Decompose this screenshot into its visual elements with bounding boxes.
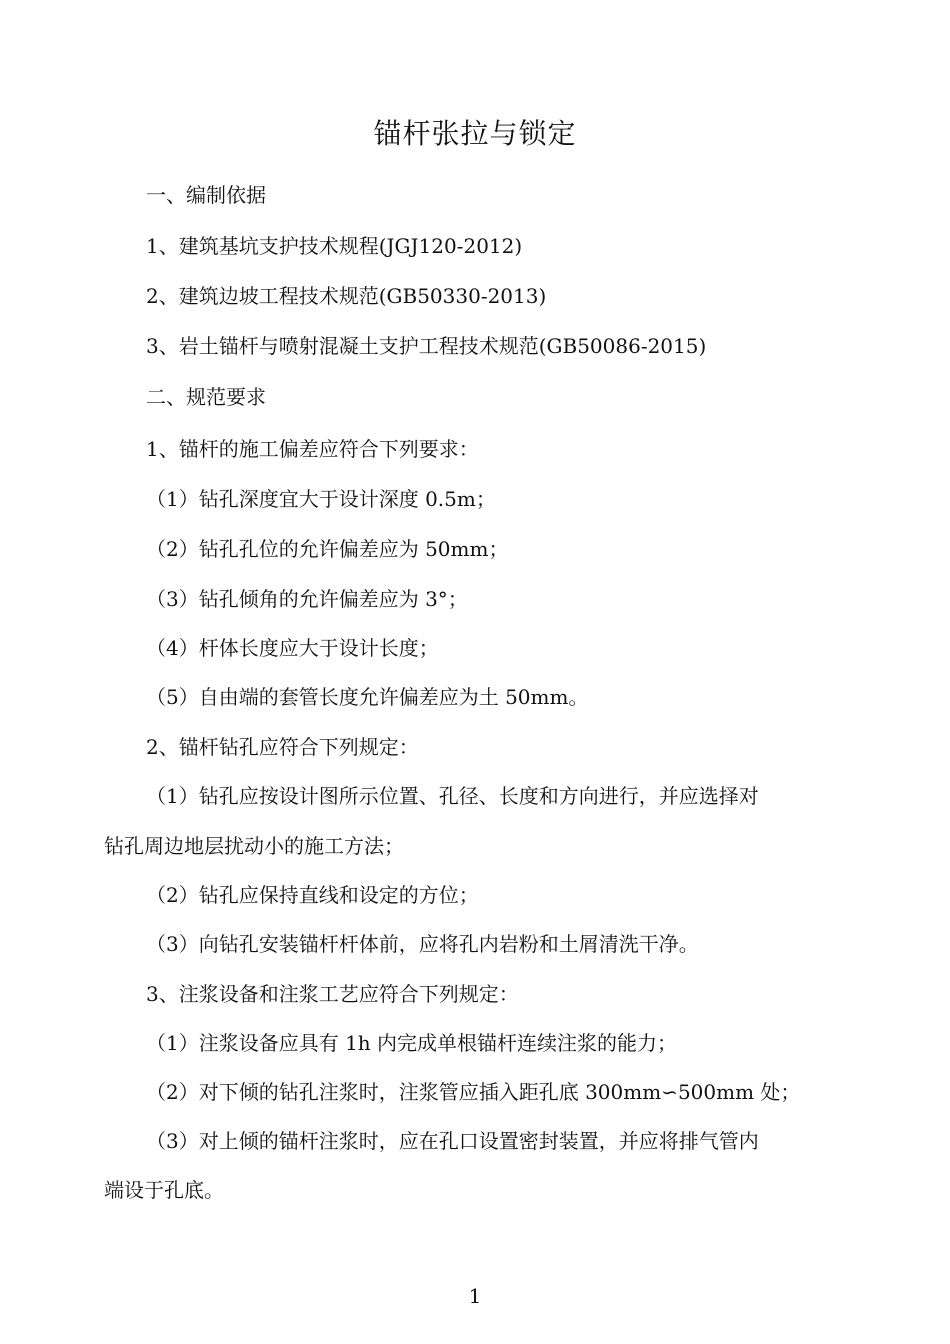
basis-item-3: 3、岩土锚杆与喷射混凝土支护工程技术规范(GB50086-2015) bbox=[146, 334, 707, 358]
basis-item-1: 1、建筑基坑支护技术规程(JGJ120-2012) bbox=[146, 234, 523, 258]
requirement-3-item-3-continued: 端设于孔底。 bbox=[104, 1178, 224, 1202]
section-heading-requirements: 二、规范要求 bbox=[146, 385, 266, 409]
requirement-2-item-1-continued: 钻孔周边地层扰动小的施工方法； bbox=[104, 834, 404, 858]
requirement-1-heading: 1、锚杆的施工偏差应符合下列要求： bbox=[146, 437, 479, 461]
document-title: 锚杆张拉与锁定 bbox=[373, 117, 577, 150]
requirement-1-item-4: （4）杆体长度应大于设计长度； bbox=[146, 636, 439, 660]
basis-item-2: 2、建筑边坡工程技术规范(GB50330-2013) bbox=[146, 284, 547, 308]
requirement-3-item-1: （1）注浆设备应具有 1h 内完成单根锚杆连续注浆的能力； bbox=[146, 1031, 678, 1055]
requirement-2-item-2: （2）钻孔应保持直线和设定的方位； bbox=[146, 883, 479, 907]
requirement-2-heading: 2、锚杆钻孔应符合下列规定： bbox=[146, 735, 419, 759]
requirement-1-item-3: （3）钻孔倾角的允许偏差应为 3°； bbox=[146, 587, 468, 611]
requirement-2-item-3: （3）向钻孔安装锚杆杆体前，应将孔内岩粉和土屑清洗干净。 bbox=[146, 932, 699, 956]
requirement-1-item-5: （5）自由端的套管长度允许偏差应为土 50mm。 bbox=[146, 685, 589, 709]
requirement-3-item-2: （2）对下倾的钻孔注浆时，注浆管应插入距孔底 300mm∽500mm 处； bbox=[146, 1080, 801, 1104]
requirement-1-item-1: （1）钻孔深度宜大于设计深度 0.5m； bbox=[146, 487, 496, 511]
requirement-1-item-2: （2）钻孔孔位的允许偏差应为 50mm； bbox=[146, 537, 509, 561]
requirement-3-item-3: （3）对上倾的锚杆注浆时，应在孔口设置密封装置，并应将排气管内 bbox=[146, 1129, 759, 1153]
requirement-2-item-1: （1）钻孔应按设计图所示位置、孔径、长度和方向进行，并应选择对 bbox=[146, 784, 759, 808]
section-heading-basis: 一、编制依据 bbox=[146, 183, 266, 207]
requirement-3-heading: 3、注浆设备和注浆工艺应符合下列规定： bbox=[146, 982, 519, 1006]
page-number: 1 bbox=[468, 1284, 482, 1308]
